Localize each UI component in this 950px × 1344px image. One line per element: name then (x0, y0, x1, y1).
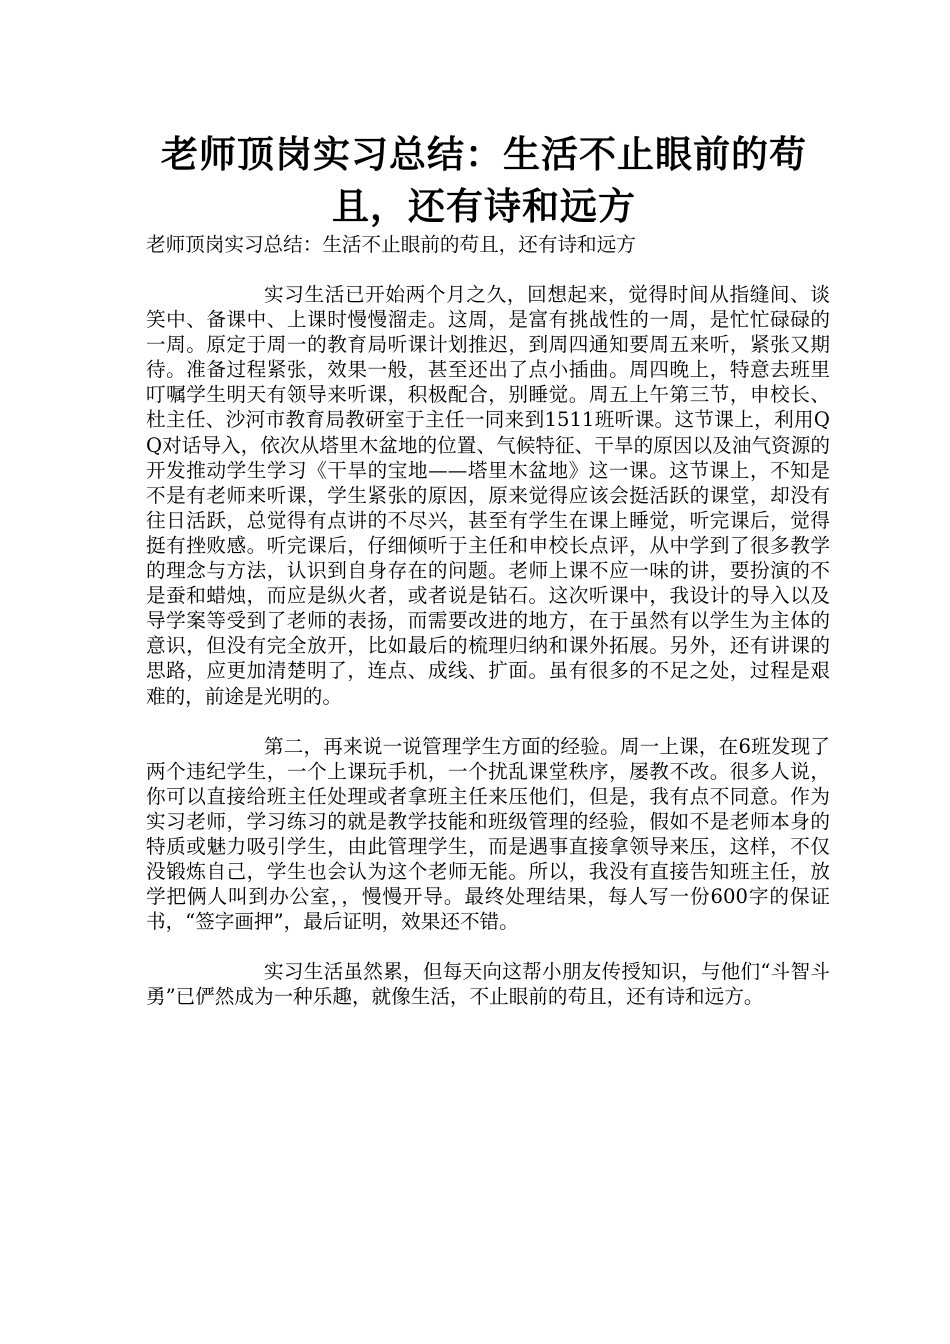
document-title: 老师顶岗实习总结：生活不止眼前的苟且，还有诗和远方 (161, 132, 807, 228)
spacer (146, 257, 830, 282)
paragraph-2: 第二，再来说一说管理学生方面的经验。周一上课，在6班发现了两个违纪学生，一个上课玩手机，一个扰乱课堂秩序，屡教不改。很多人说，你可以直接给班主任处理或者拿班主任来压他们，但是，我有点不同意。作为实习老师，学习练习的就是教学技能和班级管理的经验，假如不是老师本身的特质或魅力吸引学生，由此管理学生，而是遇事直接拿领导来压，这样，不仅没锻炼自己，学生也会认为这个老师无能。所以，我没有直接告知班主任，放学把俩人叫到办公室，，慢慢开导。最终处理结果，每人写一份600字的保证书，“签字画押”，最后证明，效果还不错。 (146, 734, 830, 934)
spacer (146, 709, 830, 734)
paragraph-1: 实习生活已开始两个月之久，回想起来，觉得时间从指缝间、谈笑中、备课中、上课时慢慢溜走。这周，是富有挑战性的一周，是忙忙碌碌的一周。原定于周一的教育局听课计划推迟，到周四通知要周五来听，紧张又期待。准备过程紧张，效果一般，甚至还出了点小插曲。周四晚上，特意去班里叮嘱学生明天有领导来听课，积极配合，别睡觉。周五上午第三节，申校长、杜主任、沙河市教育局教研室于主任一同来到1511班听课。这节课上，利用QQ对话导入，依次从塔里木盆地的位置、气候特征、干旱的原因以及油气资源的开发推动学生学习《干旱的宝地——塔里木盆地》这一课。这节课上，不知是不是有老师来听课，学生紧张的原因，原来觉得应该会挺活跃的课堂，却没有往日活跃，总觉得有点讲的不尽兴，甚至有学生在课上睡觉，听完课后，觉得挺有挫败感。听完课后，仔细倾听于主任和申校长点评，从中学到了很多教学的理念与方法，认识到自身存在的问题。老师上课不应一味的讲，要扮演的不是蚕和蜡烛，而应是纵火者，或者说是钻石。这次听课中，我设计的导入以及导学案等受到了老师的表扬，而需要改进的地方，在于虽然有以学生为主体的意识，但没有完全放开，比如最后的梳理归纳和课外拓展。另外，还有讲课的思路，应更加清楚明了，连点、成线、扩面。虽有很多的不足之处，过程是艰难的，前途是光明的。 (146, 283, 830, 708)
paragraph-3: 实习生活虽然累，但每天向这帮小朋友传授知识，与他们“斗智斗勇”已俨然成为一种乐趣，就像生活，不止眼前的苟且，还有诗和远方。 (146, 960, 830, 1009)
spacer (146, 934, 830, 959)
document-subtitle: 老师顶岗实习总结：生活不止眼前的苟且，还有诗和远方 (146, 233, 636, 256)
